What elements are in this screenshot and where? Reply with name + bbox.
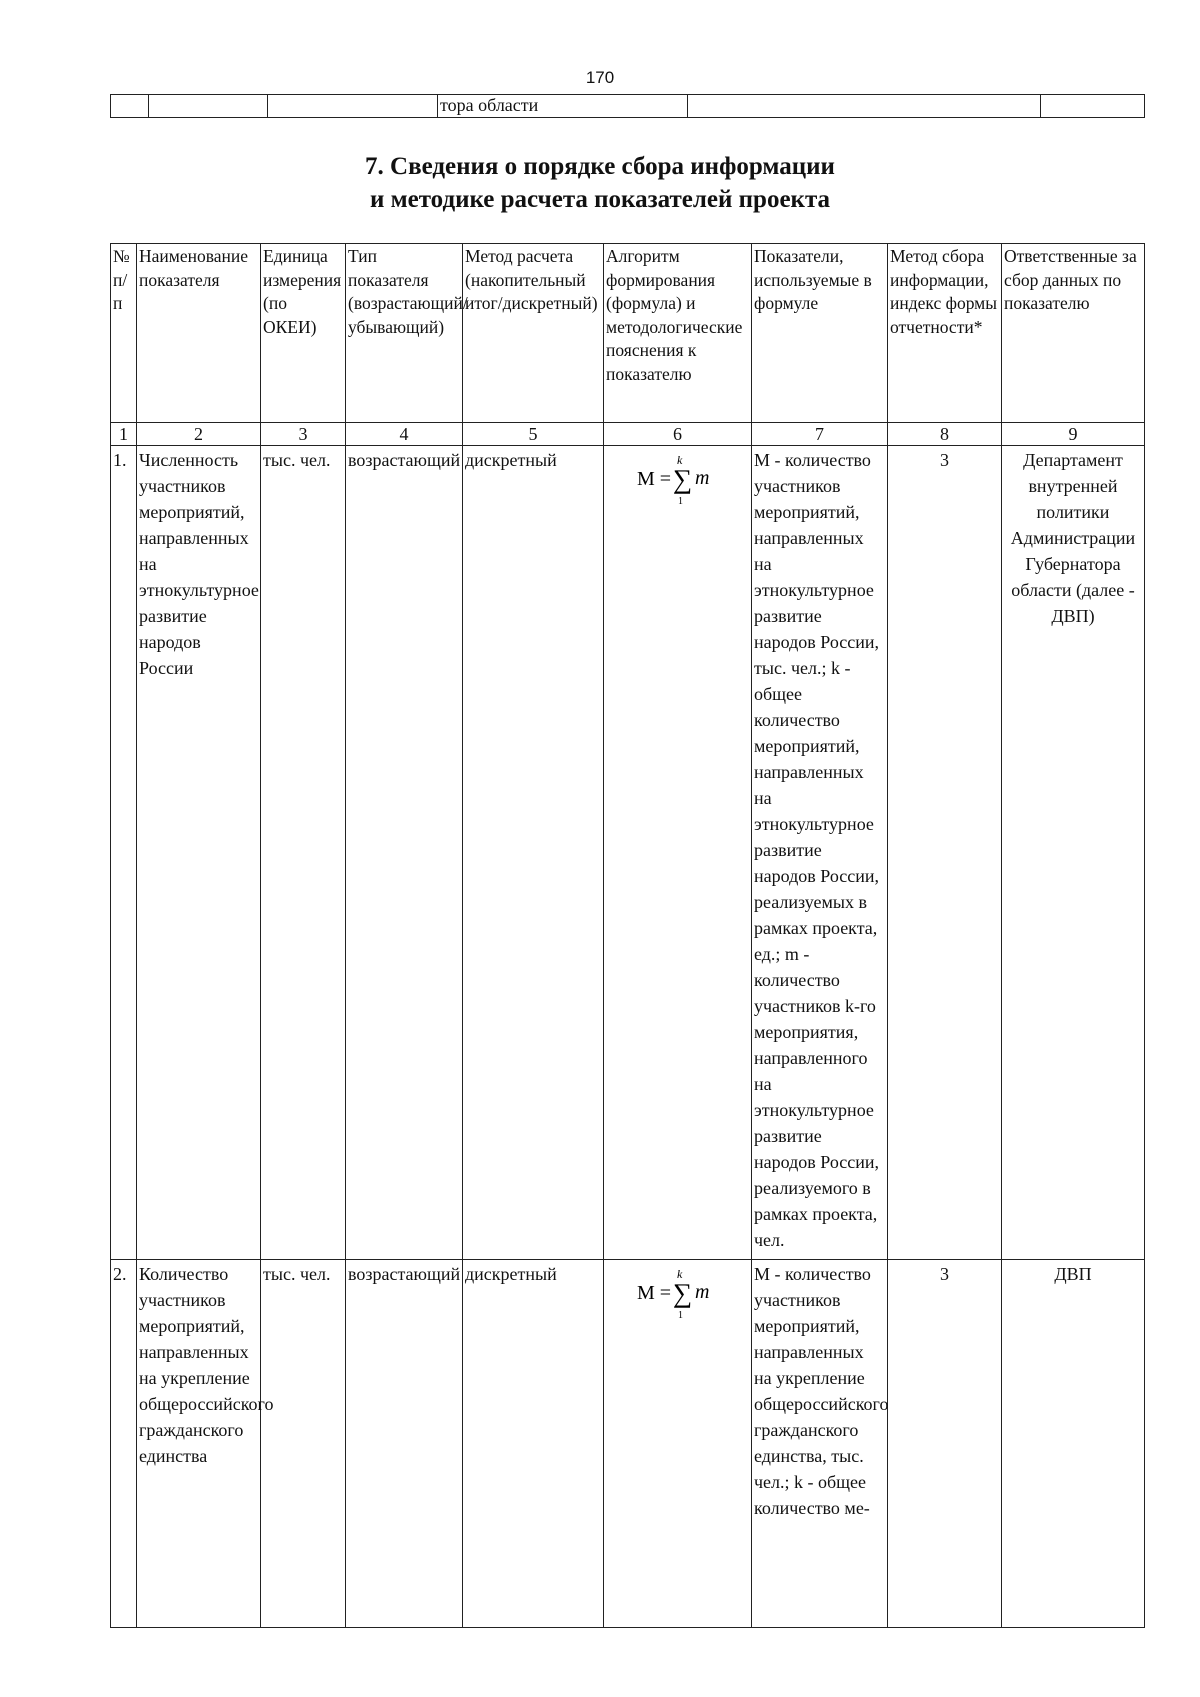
formula-lhs: M = <box>636 1282 671 1304</box>
table-cell <box>1041 95 1145 118</box>
table-cell: тора области <box>438 95 688 118</box>
sum-formula <box>633 1266 723 1322</box>
section-title-line: 7. Сведения о порядке сбора информации <box>365 153 835 180</box>
header-unit: Единица измерения (по ОКЕИ) <box>261 244 346 423</box>
header-number: № п/п <box>111 244 137 423</box>
column-number: 8 <box>888 423 1002 446</box>
indicator-type: возрастающий <box>346 446 463 1260</box>
calculation-method: дискретный <box>463 1260 604 1628</box>
section-title-line: и методике расчета показателей проекта <box>369 186 831 213</box>
unit: тыс. чел. <box>261 1260 346 1628</box>
formula-indicators: M - количество участников мероприятий, направленных на этнокультурное развитие народов России, тыс. чел.; k - общее количество мероприятий, направленных на этнокультурное развитие народов России, реализуемых в рамках проекта, ед.; m - количество участников k-го мероприятия, направленного на этнокультурное развитие народов России, реализуемого в рамках проекта, чел. <box>752 446 888 1260</box>
column-number: 1 <box>111 423 137 446</box>
page-number: 170 <box>585 68 615 87</box>
column-number: 7 <box>752 423 888 446</box>
header-indicator-name: Наименование показателя <box>137 244 261 423</box>
header-calculation-method: Метод расчета (накопительный итог/дискретный) <box>463 244 604 423</box>
header-formula-indicators: Показатели, используемые в формуле <box>752 244 888 423</box>
formula-lhs: M = <box>636 468 671 490</box>
formula-lower-limit: 1 <box>677 1310 683 1321</box>
indicator-name: Количество участников мероприятий, направленных на укрепление общероссийского гражданского единства <box>137 1260 261 1628</box>
previous-table-fragment <box>110 94 1145 118</box>
column-numbers-row <box>111 423 1145 446</box>
row-number: 1. <box>111 446 137 1260</box>
formula-variable: m <box>694 467 709 489</box>
formula <box>604 1260 752 1628</box>
header-algorithm: Алгоритм формирования (формула) и методологические пояснения к показателю <box>604 244 752 423</box>
table-cell <box>111 95 149 118</box>
collection-method: 3 <box>888 1260 1002 1628</box>
unit: тыс. чел. <box>261 446 346 1260</box>
responsible: Департамент внутренней политики Администрации Губернатора области (далее - ДВП) <box>1002 446 1145 1260</box>
row-number: 2. <box>111 1260 137 1628</box>
calculation-method: дискретный <box>463 446 604 1260</box>
header-collection-method: Метод сбора информации, индекс формы отчетности* <box>888 244 1002 423</box>
column-number: 9 <box>1002 423 1145 446</box>
header-responsible: Ответственные за сбор данных по показателю <box>1002 244 1145 423</box>
formula <box>604 446 752 1260</box>
formula-variable: m <box>694 1281 709 1303</box>
column-number: 5 <box>463 423 604 446</box>
table-row <box>111 95 1145 118</box>
table-cell <box>268 95 438 118</box>
table-header-row <box>111 244 1145 423</box>
sum-symbol: ∑ <box>672 464 692 494</box>
column-number: 2 <box>137 423 261 446</box>
header-indicator-type: Тип показателя (возрастающий/убывающий) <box>346 244 463 423</box>
formula-lower-limit: 1 <box>677 496 683 507</box>
table-cell <box>688 95 1041 118</box>
indicators-methodology-table <box>110 243 1145 1628</box>
column-number: 6 <box>604 423 752 446</box>
collection-method: 3 <box>888 446 1002 1260</box>
formula-upper-limit: k <box>676 1267 682 1281</box>
sum-formula <box>633 452 723 508</box>
sum-symbol: ∑ <box>672 1278 692 1308</box>
responsible: ДВП <box>1002 1260 1145 1628</box>
column-number: 4 <box>346 423 463 446</box>
section-title <box>0 150 1200 216</box>
table-cell <box>149 95 268 118</box>
formula-upper-limit: k <box>676 453 682 467</box>
indicator-name: Численность участников мероприятий, направленных на этнокультурное развитие народов России <box>137 446 261 1260</box>
indicator-type: возрастающий <box>346 1260 463 1628</box>
table-row <box>111 446 1145 1260</box>
formula-indicators: M - количество участников мероприятий, направленных на укрепление общероссийского гражданского единства, тыс. чел.; k - общее количество ме- <box>752 1260 888 1628</box>
table-row <box>111 1260 1145 1628</box>
column-number: 3 <box>261 423 346 446</box>
